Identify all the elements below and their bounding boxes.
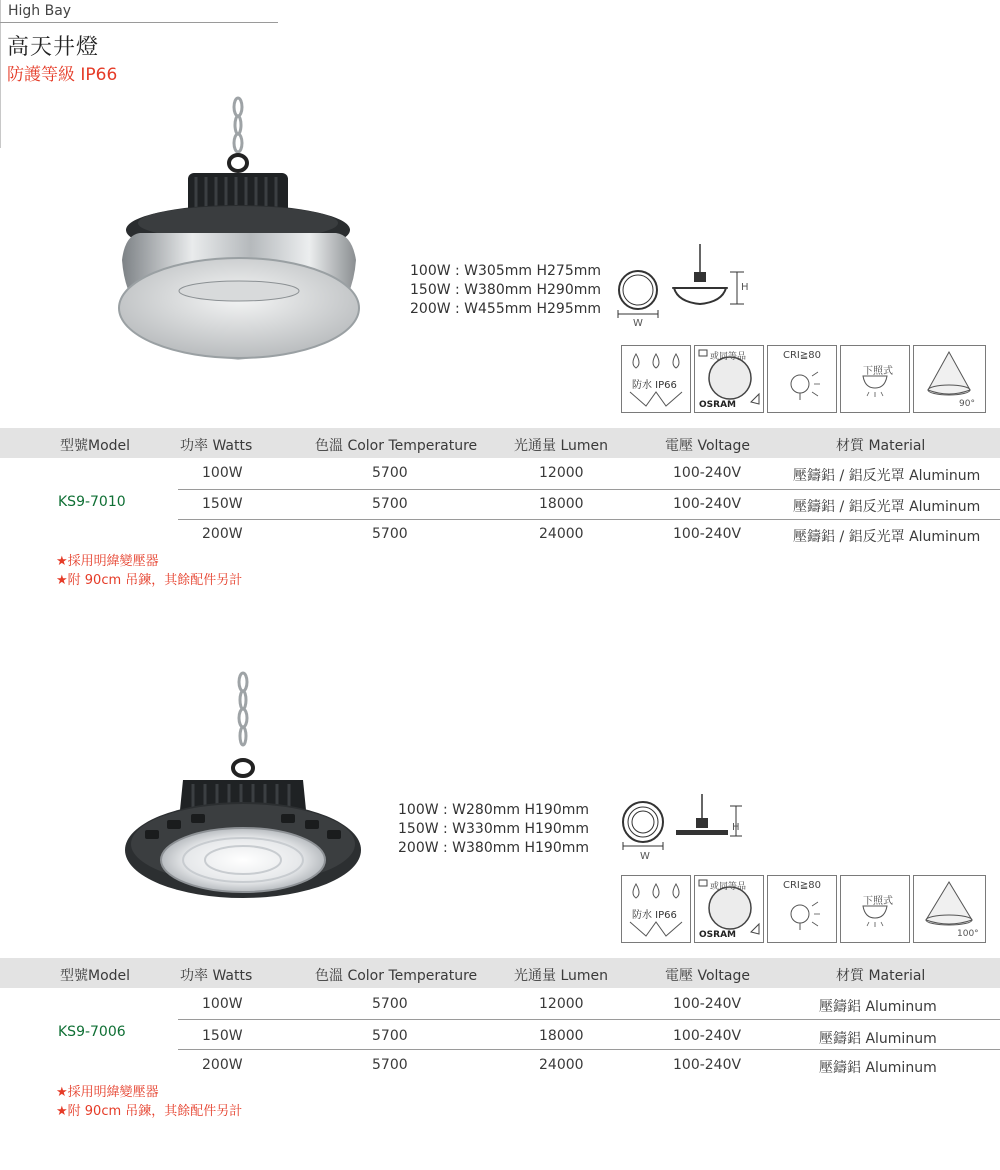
cell-watts: 100W — [202, 996, 243, 1012]
th-voltage: 電壓 Voltage — [665, 438, 750, 454]
dimensions-list-1 — [410, 262, 601, 319]
category-en: High Bay — [8, 3, 72, 19]
cell-temp: 5700 — [372, 996, 408, 1012]
osram-led-icon — [694, 345, 764, 413]
model-number-2: KS9-7006 — [58, 1024, 126, 1040]
waterproof-ip66-icon — [621, 875, 691, 943]
dimension-line: 200W : W380mm H190mm — [398, 840, 589, 856]
beam-angle-label: 90° — [959, 399, 975, 409]
waterproof-ip66-icon — [621, 345, 691, 413]
cell-material: 壓鑄鋁 / 鋁反光罩 Aluminum — [793, 468, 981, 484]
side-view-diagram-1 — [668, 242, 748, 312]
th-watts: 功率 Watts — [180, 968, 253, 984]
dimension-line: 150W : W330mm H190mm — [398, 821, 589, 837]
cell-watts: 100W — [202, 465, 243, 481]
waterproof-label: 防水 IP66 — [632, 910, 677, 921]
dimension-line: 100W : W280mm H190mm — [398, 802, 589, 818]
cri-icon — [767, 345, 837, 413]
cell-material: 壓鑄鋁 / 鋁反光罩 Aluminum — [793, 529, 981, 545]
cell-material: 壓鑄鋁 Aluminum — [819, 1031, 937, 1047]
high-bay-lamp-image-1 — [100, 95, 380, 375]
th-color-temp: 色溫 Color Temperature — [315, 968, 478, 984]
cell-lumen: 18000 — [539, 496, 584, 512]
cell-voltage: 100-240V — [673, 1028, 742, 1044]
cell-temp: 5700 — [372, 496, 408, 512]
cell-lumen: 18000 — [539, 1028, 584, 1044]
cell-voltage: 100-240V — [673, 465, 742, 481]
note-chain: ★附 90cm 吊鍊，其餘配件另計 — [56, 573, 243, 588]
beam-angle-icon — [913, 875, 986, 943]
spec-table-header-2 — [0, 958, 1000, 988]
waterproof-label: 防水 IP66 — [632, 380, 677, 391]
cell-voltage: 100-240V — [673, 496, 742, 512]
beam-angle-icon — [913, 345, 986, 413]
cell-lumen: 12000 — [539, 996, 584, 1012]
protection-rating: 防護等級 IP66 — [7, 65, 118, 85]
cell-lumen: 24000 — [539, 526, 584, 542]
downlight-icon — [840, 875, 910, 943]
osram-label: OSRAM — [699, 930, 736, 940]
cell-material: 壓鑄鋁 Aluminum — [819, 1060, 937, 1076]
osram-led-icon — [694, 875, 764, 943]
downlight-label: 下照式 — [863, 366, 893, 377]
th-material: 材質 Material — [836, 438, 926, 454]
note-chain: ★附 90cm 吊鍊，其餘配件另計 — [56, 1104, 243, 1119]
cell-watts: 200W — [202, 1057, 243, 1073]
cell-material: 壓鑄鋁 / 鋁反光罩 Aluminum — [793, 499, 981, 515]
width-label: W — [640, 851, 650, 862]
cri-label: CRI≧80 — [783, 350, 821, 361]
row-divider — [178, 1019, 1000, 1020]
row-divider — [178, 489, 1000, 490]
cell-temp: 5700 — [372, 465, 408, 481]
th-model: 型號Model — [60, 968, 131, 984]
header-horizontal-rule — [0, 22, 278, 23]
downlight-icon — [840, 345, 910, 413]
model-number-1: KS9-7010 — [58, 494, 126, 510]
row-divider — [178, 1049, 1000, 1050]
page-title: 高天井燈 — [7, 35, 100, 60]
cell-watts: 200W — [202, 526, 243, 542]
cell-temp: 5700 — [372, 1057, 408, 1073]
th-lumen: 光通量 Lumen — [514, 438, 609, 454]
cell-temp: 5700 — [372, 526, 408, 542]
osram-label: OSRAM — [699, 400, 736, 410]
dimensions-list-2 — [398, 801, 589, 858]
equivalent-label: 或同等品 — [710, 352, 747, 362]
dimension-line: 100W : W305mm H275mm — [410, 263, 601, 279]
ufo-high-bay-lamp-image-2 — [115, 670, 375, 900]
note-transformer: ★採用明緯變壓器 — [56, 554, 159, 569]
cell-voltage: 100-240V — [673, 526, 742, 542]
th-voltage: 電壓 Voltage — [665, 968, 750, 984]
row-divider — [178, 519, 1000, 520]
equivalent-label: 或同等品 — [710, 882, 747, 892]
cell-temp: 5700 — [372, 1028, 408, 1044]
width-label: W — [633, 318, 643, 329]
th-model: 型號Model — [60, 438, 131, 454]
cell-voltage: 100-240V — [673, 1057, 742, 1073]
beam-angle-label: 100° — [957, 929, 979, 939]
cri-label: CRI≧80 — [783, 880, 821, 891]
side-view-diagram-2 — [670, 792, 746, 842]
dimension-line: 200W : W455mm H295mm — [410, 301, 601, 317]
cri-icon — [767, 875, 837, 943]
top-view-diagram-2 — [618, 800, 670, 856]
th-material: 材質 Material — [836, 968, 926, 984]
note-transformer: ★採用明緯變壓器 — [56, 1085, 159, 1100]
th-lumen: 光通量 Lumen — [514, 968, 609, 984]
spec-table-header-1 — [0, 428, 1000, 458]
height-label: H — [732, 822, 740, 833]
cell-lumen: 12000 — [539, 465, 584, 481]
dimension-line: 150W : W380mm H290mm — [410, 282, 601, 298]
cell-watts: 150W — [202, 496, 243, 512]
height-label: H — [741, 282, 749, 293]
cell-material: 壓鑄鋁 Aluminum — [819, 999, 937, 1015]
cell-watts: 150W — [202, 1028, 243, 1044]
downlight-label: 下照式 — [863, 896, 893, 907]
th-color-temp: 色溫 Color Temperature — [315, 438, 478, 454]
cell-voltage: 100-240V — [673, 996, 742, 1012]
cell-lumen: 24000 — [539, 1057, 584, 1073]
th-watts: 功率 Watts — [180, 438, 253, 454]
